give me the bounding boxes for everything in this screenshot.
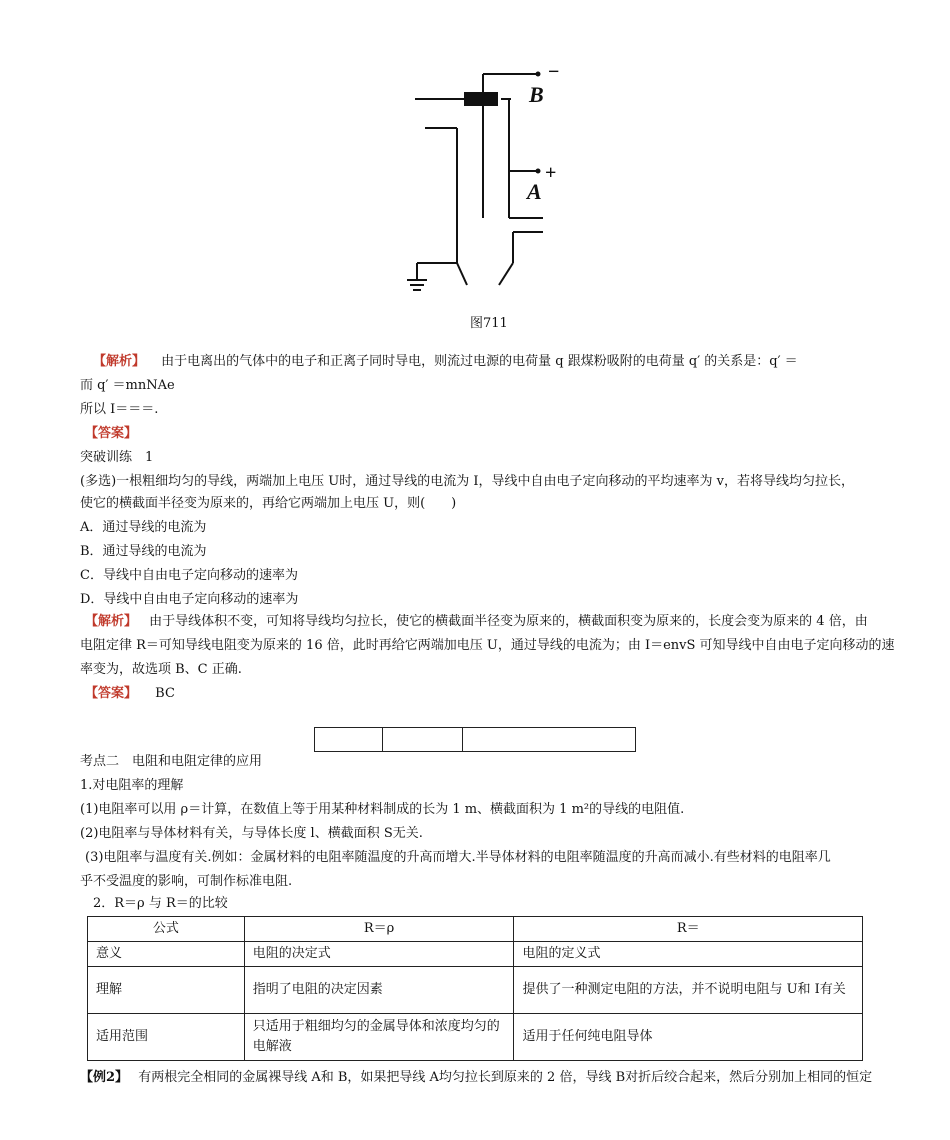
section2-sub2: 2．R＝ρ 与 R＝的比较	[93, 896, 228, 911]
analysis2-line2: 电阻定律 R＝可知导线电阻变为原来的 16 倍，此时再给它两端加电压 U，通过导线的电流为；由 I＝envS 可知导线中自由电子定向移动的速	[80, 638, 895, 653]
terminal-b-dot	[536, 72, 541, 77]
answer-tag: 【答案】	[85, 426, 138, 441]
terminal-a-sign: +	[545, 162, 557, 184]
analysis1-text: 由于电离出的气体中的电子和正离子同时导电，则流过电源的电荷量 q 跟煤粉吸附的电荷量 q′ 的关系是：q′ ＝	[161, 354, 798, 369]
analysis1-line3: 所以 I＝＝＝.	[80, 402, 159, 417]
analysis2-line1	[85, 612, 868, 632]
example-tag: 【例2】	[80, 1070, 129, 1085]
discharge-electrode	[464, 92, 498, 106]
table-header-cell: 公式	[88, 917, 245, 942]
table-divider	[462, 728, 463, 751]
table-cell: 提供了一种测定电阻的方法，并不说明电阻与 U和 I有关	[514, 967, 863, 1014]
analysis2-line3: 率变为，故选项 B、C 正确.	[80, 662, 242, 677]
table-cell: 电阻的决定式	[244, 942, 514, 967]
table-cell: 理解	[88, 967, 245, 1014]
practice-question-line2: 使它的横截面半径变为原来的，再给它两端加上电压 U，则( )	[80, 496, 457, 511]
answer1-tag	[85, 424, 137, 444]
table-cell: 适用范围	[88, 1014, 245, 1061]
analysis1-line2: 而 q′ ＝mnNAe	[80, 378, 175, 393]
section2-heading: 考点二 电阻和电阻定律的应用	[80, 754, 263, 769]
table-cell: 意义	[88, 942, 245, 967]
terminal-a-dot	[536, 169, 541, 174]
option-a: A．通过导线的电流为	[80, 520, 207, 535]
table-cell: 指明了电阻的决定因素	[244, 967, 514, 1014]
terminal-b-label: B	[529, 82, 544, 107]
table-cell: 只适用于粗细均匀的金属导体和浓度均匀的电解液	[244, 1014, 514, 1061]
option-b: B．通过导线的电流为	[80, 544, 207, 559]
analysis1-line1	[93, 352, 798, 372]
empty-table	[314, 727, 636, 752]
table-header-cell: R＝ρ	[244, 917, 514, 942]
terminal-a-label: A	[527, 179, 542, 204]
answer-tag: 【答案】	[85, 686, 138, 701]
section2-p1: (1)电阻率可以用 ρ＝计算，在数值上等于用某种材料制成的长为 1 m、横截面积为 1 m²的导线的电阻值.	[80, 802, 685, 817]
analysis-tag: 【解析】	[85, 614, 138, 629]
table-cell: 适用于任何纯电阻导体	[514, 1014, 863, 1061]
precipitator-diagram	[395, 58, 585, 303]
section2-sub1: 1.对电阻率的理解	[80, 778, 184, 793]
example2-text: 有两根完全相同的金属裸导线 A和 B，如果把导线 A均匀拉长到原来的 2 倍，导线 B对折后绞合起来，然后分别加上相同的恒定	[138, 1070, 873, 1085]
table-row	[88, 942, 863, 967]
terminal-b-sign: −	[548, 61, 560, 83]
table-row	[88, 967, 863, 1014]
section2-p3b: 乎不受温度的影响，可制作标准电阻.	[80, 874, 293, 889]
table-cell: 电阻的定义式	[514, 942, 863, 967]
practice-question-line1: (多选)一根粗细均匀的导线，两端加上电压 U时，通过导线的电流为 I，导线中自由电子定向移动的平均速率为 v，若将导线均匀拉长，	[80, 474, 854, 489]
example2-line	[80, 1068, 872, 1088]
analysis-tag: 【解析】	[93, 354, 146, 369]
answer-value: BC	[155, 686, 175, 701]
table-header-row	[88, 917, 863, 942]
comparison-table	[87, 916, 863, 1061]
table-divider	[382, 728, 383, 751]
section2-p3a: (3)电阻率与温度有关.例如：金属材料的电阻率随温度的升高而增大.半导体材料的电阻率随温度的升高而减小.有些材料的电阻率几	[85, 850, 831, 865]
answer2-line	[85, 684, 175, 704]
section2-p2: (2)电阻率与导体材料有关，与导体长度 l、横截面积 S无关.	[80, 826, 423, 841]
option-c: C．导线中自由电子定向移动的速率为	[80, 568, 298, 583]
practice-heading: 突破训练 1	[80, 450, 154, 465]
table-header-cell: R＝	[514, 917, 863, 942]
analysis2-text: 由于导线体积不变，可知将导线均匀拉长，使它的横截面半径变为原来的，横截面积变为原来的，长度会变为原来的 4 倍，由	[149, 614, 868, 629]
table-row	[88, 1014, 863, 1061]
option-d: D．导线中自由电子定向移动的速率为	[80, 592, 299, 607]
figure-caption: 图711	[470, 316, 508, 331]
